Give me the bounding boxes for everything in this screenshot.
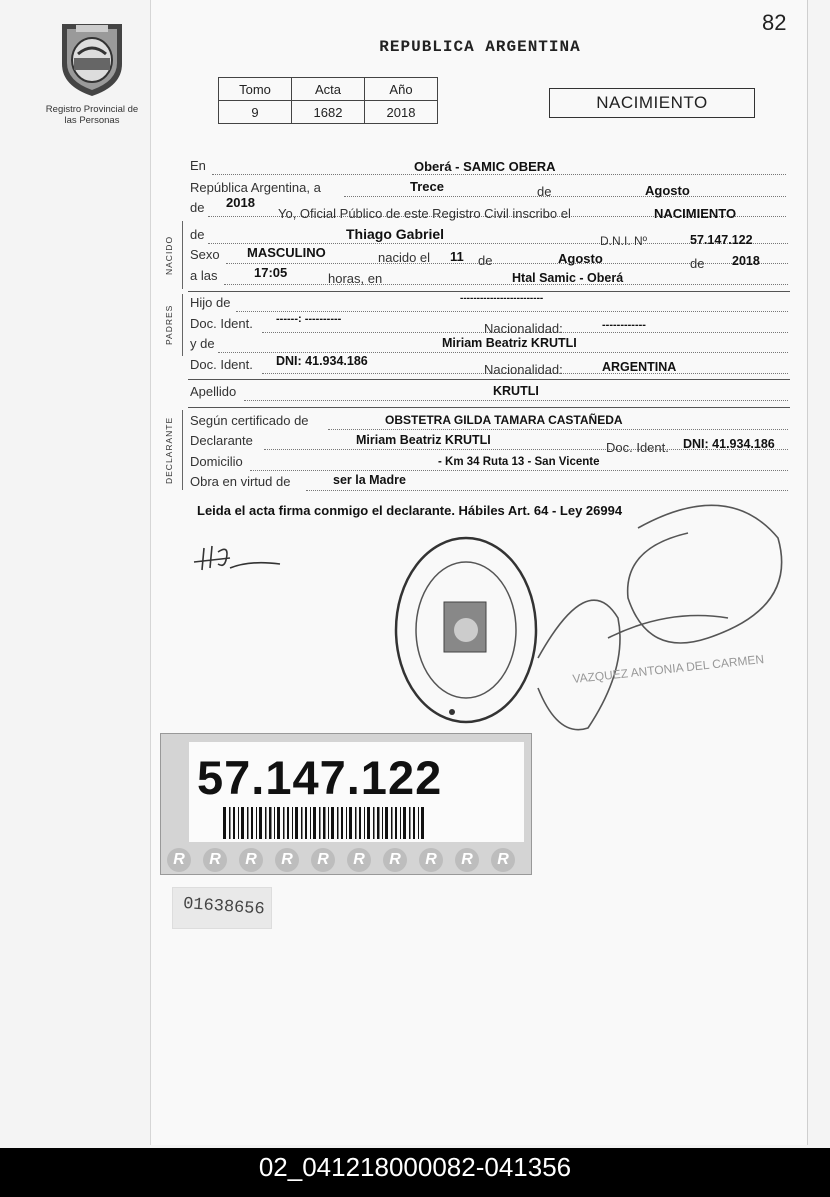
value-dia-num: 11 [450, 249, 464, 264]
page-number: 82 [762, 10, 787, 35]
value-acto: NACIMIENTO [654, 206, 737, 221]
label-de: de [478, 253, 493, 268]
label-yo: Yo, Oficial Público de este Registro Civil inscribo el [278, 206, 571, 221]
r-pattern-icon: R [419, 848, 443, 872]
label-domicilio: Domicilio [190, 454, 243, 469]
dotted-line [328, 429, 788, 430]
label-sexo: Sexo [190, 247, 220, 262]
section-rule [188, 407, 790, 408]
dotted-line [236, 311, 788, 312]
document-title: REPUBLICA ARGENTINA [379, 38, 581, 56]
r-pattern-icon: R [383, 848, 407, 872]
dotted-line [224, 284, 788, 285]
value-nombre: Thiago Gabriel [346, 226, 445, 242]
value-hora: 17:05 [254, 265, 288, 280]
label-de: de [537, 184, 552, 199]
label-de: de [190, 200, 205, 215]
label-en: En [190, 158, 206, 173]
value-anio: 2018 [365, 101, 438, 124]
value-dia-letras: Trece [410, 179, 444, 194]
section-divider [182, 410, 183, 490]
dotted-line [250, 470, 788, 471]
org-label: Registro Provincial de las Personas [45, 104, 139, 126]
value-padre: ------------------------- [460, 293, 544, 304]
r-pattern-icon: R [167, 848, 191, 872]
footer-code: 02_041218000082-041356 [0, 1148, 830, 1197]
label-de: de [690, 256, 705, 271]
security-pattern [161, 846, 531, 874]
provincial-crest-icon [56, 20, 128, 98]
section-divider [182, 221, 183, 289]
label-hijo-de: Hijo de [190, 295, 231, 310]
dni-barcode-label [160, 733, 532, 875]
r-pattern-icon: R [275, 848, 299, 872]
label-segun: Según certificado de [190, 413, 309, 428]
official-signature-icon [528, 488, 790, 755]
label-obra: Obra en virtud de [190, 474, 291, 489]
r-pattern-icon: R [239, 848, 263, 872]
header-anio: Año [365, 78, 438, 101]
label-declarante: Declarante [190, 433, 253, 448]
value-madre-nac: ARGENTINA [602, 360, 677, 374]
r-pattern-icon: R [455, 848, 479, 872]
stub-number: 01638656 [182, 894, 266, 920]
value-anio: 2018 [226, 195, 255, 210]
official-stamp-text: VAZQUEZ ANTONIA DEL CARMEN [571, 651, 765, 687]
value-domicilio: - Km 34 Ruta 13 - San Vicente [438, 456, 600, 468]
registry-seal-icon [388, 530, 548, 735]
barcode-icon [223, 807, 428, 839]
label-y-de: y de [190, 336, 215, 351]
label-doc-ident: Doc. Ident. [190, 357, 253, 372]
value-lugar-nac: Htal Samic - Oberá [512, 271, 624, 285]
value-padre-nac: ------------ [602, 319, 646, 331]
r-pattern-icon: R [491, 848, 515, 872]
r-pattern-icon: R [203, 848, 227, 872]
value-certificado: OBSTETRA GILDA TAMARA CASTAÑEDA [385, 413, 623, 427]
record-table [218, 77, 438, 124]
value-declarante: Miriam Beatriz KRUTLI [356, 433, 491, 447]
label-nacionalidad: Nacionalidad: [484, 321, 563, 336]
label-doc-ident: Doc. Ident. [190, 316, 253, 331]
value-madre-doc: DNI: 41.934.186 [276, 354, 368, 368]
label-dni: D.N.I. Nº [600, 234, 648, 248]
label-number: 57.147.122 [197, 751, 443, 804]
declarant-signature-icon [190, 538, 290, 583]
label-horas-en: horas, en [328, 271, 383, 286]
value-sexo: MASCULINO [247, 245, 326, 260]
value-declarante-doc: DNI: 41.934.186 [683, 437, 775, 451]
section-padres: PADRES [164, 304, 174, 346]
closing-statement: Leida el acta firma conmigo el declarante. Hábiles Art. 64 - Ley 26994 [197, 503, 623, 518]
value-tomo: 9 [219, 101, 292, 124]
label-nacido-el: nacido el [378, 250, 431, 265]
label-apellido: Apellido [190, 384, 237, 399]
label-nacionalidad: Nacionalidad: [484, 362, 563, 377]
header-acta: Acta [292, 78, 365, 101]
dotted-line [212, 174, 786, 175]
section-declarante: DECLARANTE [164, 416, 174, 484]
value-madre: Miriam Beatriz KRUTLI [442, 336, 577, 350]
value-acta: 1682 [292, 101, 365, 124]
label-doc-ident: Doc. Ident. [606, 440, 669, 455]
record-type-box: NACIMIENTO [549, 88, 755, 118]
dotted-line [344, 196, 786, 197]
header-tomo: Tomo [219, 78, 292, 101]
dotted-line [244, 400, 788, 401]
label-de: de [190, 227, 205, 242]
section-rule [188, 379, 790, 380]
value-dni: 57.147.122 [690, 233, 753, 247]
value-obra: ser la Madre [333, 473, 406, 487]
value-mes: Agosto [645, 183, 690, 198]
value-apellido: KRUTLI [493, 384, 539, 398]
section-divider [182, 294, 183, 356]
value-lugar: Oberá - SAMIC OBERA [414, 159, 556, 174]
label-a-las: a las [190, 268, 218, 283]
dotted-line [218, 352, 788, 353]
section-nacido: NACIDO [164, 235, 174, 275]
label-republica: República Argentina, a [190, 180, 321, 195]
r-pattern-icon: R [347, 848, 371, 872]
value-anio-nac: 2018 [732, 254, 760, 268]
value-mes-nac: Agosto [558, 251, 603, 266]
section-rule [188, 291, 790, 292]
r-pattern-icon: R [311, 848, 335, 872]
stub-ticket [172, 887, 272, 929]
value-padre-doc: ------: ---------- [276, 313, 342, 325]
